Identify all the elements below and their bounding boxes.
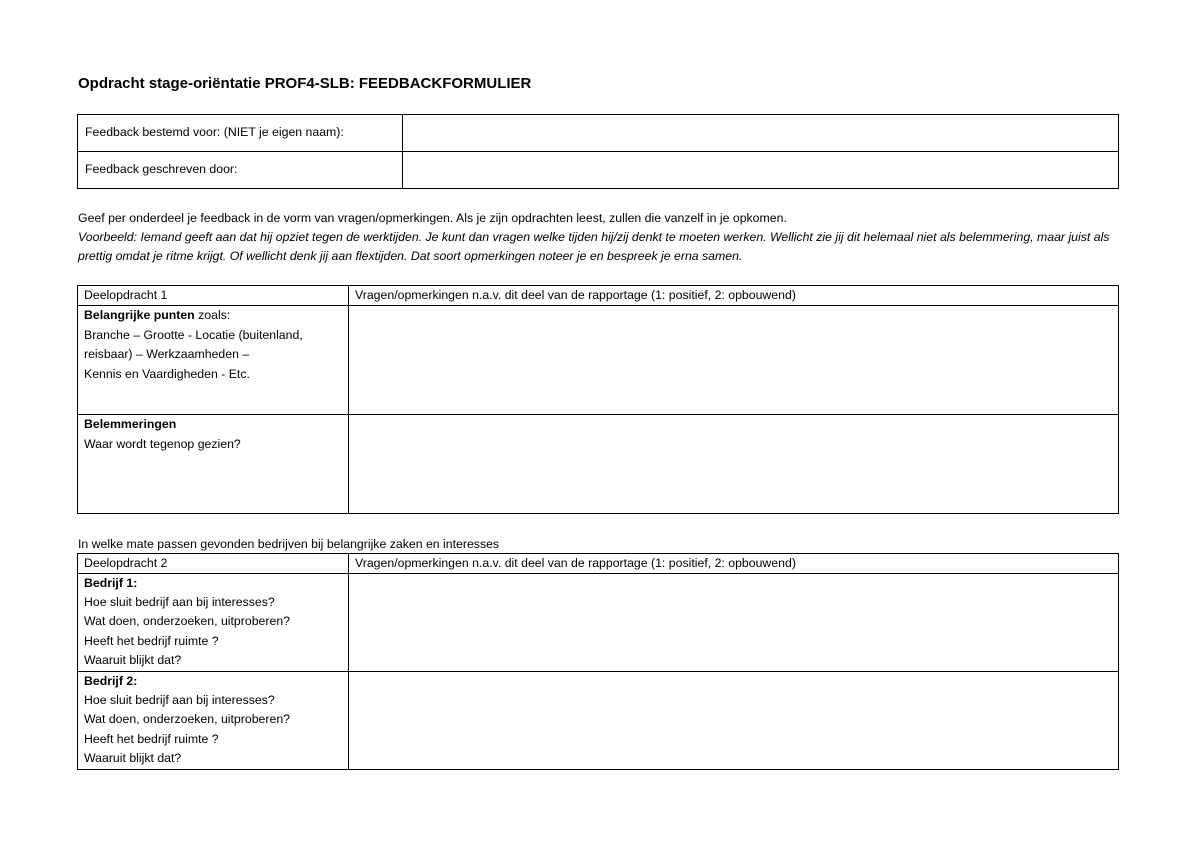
table-row	[78, 152, 1119, 189]
bedrijf-1-cell	[78, 574, 349, 672]
feedback-recipient-label: Feedback bestemd voor: (NIET je eigen naam):	[78, 115, 403, 152]
belemmeringen-cell	[78, 415, 349, 514]
bedrijf-question: Heeft het bedrijf ruimte ?	[84, 633, 219, 648]
deelopdracht-1-table	[77, 285, 1119, 514]
bedrijf-question: Waaruit blijkt dat?	[84, 652, 182, 667]
bedrijf-2-cell	[78, 672, 349, 770]
deelopdracht-1-header: Deelopdracht 1	[78, 286, 349, 306]
belemmeringen-line: Waar wordt tegenop gezien?	[84, 436, 241, 451]
feedback-author-field[interactable]	[403, 152, 1119, 189]
feedback-recipient-field[interactable]	[403, 115, 1119, 152]
bedrijf-question: Heeft het bedrijf ruimte ?	[84, 731, 219, 746]
table-row	[78, 306, 1119, 415]
belemmeringen-heading	[84, 415, 342, 435]
feedback-author-label: Feedback geschreven door:	[78, 152, 403, 189]
table-row	[78, 574, 1119, 672]
intro-text	[78, 209, 1118, 266]
belangrijke-punten-line: Kennis en Vaardigheden - Etc.	[84, 366, 250, 381]
bedrijf-1-feedback-field[interactable]	[349, 574, 1119, 672]
bedrijf-1-title: Bedrijf 1:	[84, 576, 138, 590]
belangrijke-punten-suffix: zoals:	[194, 308, 231, 322]
bedrijf-2-feedback-field[interactable]	[349, 672, 1119, 770]
belemmeringen-bold: Belemmeringen	[84, 417, 177, 431]
table-header-row	[78, 286, 1119, 306]
table-row	[78, 415, 1119, 514]
bedrijf-question: Wat doen, onderzoeken, uitproberen?	[84, 712, 290, 727]
feedback-info-table	[77, 114, 1119, 189]
feedback-column-header: Vragen/opmerkingen n.a.v. dit deel van de rapportage (1: positief, 2: opbouwend)	[349, 554, 1119, 574]
bedrijf-question: Wat doen, onderzoeken, uitproberen?	[84, 614, 290, 629]
bedrijf-question: Hoe sluit bedrijf aan bij interesses?	[84, 693, 275, 708]
table-row	[78, 115, 1119, 152]
belemmeringen-feedback-field[interactable]	[349, 415, 1119, 514]
deelopdracht-2-header: Deelopdracht 2	[78, 554, 349, 574]
bedrijf-question: Waaruit blijkt dat?	[84, 750, 182, 765]
feedback-column-header: Vragen/opmerkingen n.a.v. dit deel van de rapportage (1: positief, 2: opbouwend)	[349, 286, 1119, 306]
document-title: Opdracht stage-oriëntatie PROF4-SLB: FEEDBACKFORMULIER	[78, 75, 532, 92]
deelopdracht-2-table	[77, 553, 1119, 770]
instruction-text: Geef per onderdeel je feedback in de vorm van vragen/opmerkingen. Als je zijn opdrachten leest, zullen die vanzelf in je opkomen.	[78, 211, 787, 225]
bedrijf-1-heading	[84, 574, 342, 593]
belangrijke-punten-line: reisbaar) – Werkzaamheden –	[84, 347, 250, 361]
table-header-row	[78, 554, 1119, 574]
bedrijf-question: Hoe sluit bedrijf aan bij interesses?	[84, 595, 275, 610]
table-row	[78, 672, 1119, 770]
section-2-heading: In welke mate passen gevonden bedrijven bij belangrijke zaken en interesses	[78, 537, 500, 551]
belangrijke-punten-bold: Belangrijke punten	[84, 308, 195, 322]
belangrijke-punten-line: Branche – Grootte - Locatie (buitenland,	[84, 327, 303, 342]
example-text: Voorbeeld: Iemand geeft aan dat hij opziet tegen de werktijden. Je kunt dan vragen welke tijden hij/zij denkt te moeten werken. Wellicht zie jij dit helemaal niet als belemmering, maar juist als prettig omdat je ritme krijgt. Of wellicht denk jij aan flextijden. Dat soort opmerkingen noteer je en bespreek je erna samen.	[78, 230, 1110, 263]
bedrijf-2-title: Bedrijf 2:	[84, 674, 138, 688]
belangrijke-punten-cell	[78, 306, 349, 415]
belangrijke-punten-heading	[84, 306, 342, 326]
bedrijf-2-heading	[84, 672, 342, 691]
belangrijke-punten-feedback-field[interactable]	[349, 306, 1119, 415]
